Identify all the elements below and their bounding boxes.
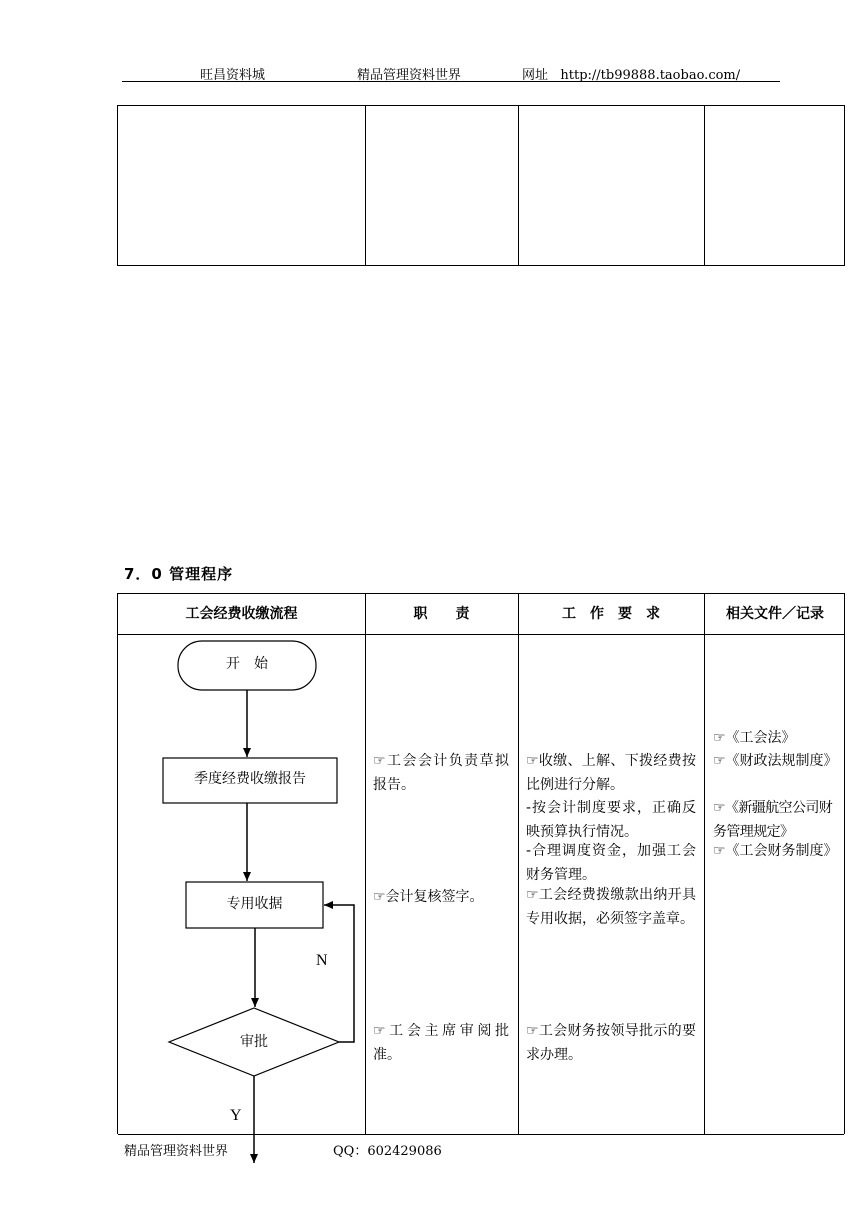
requirement-text: ☞工会经费拨缴款出纳开具专用收据，必须签字盖章。 [526, 887, 696, 927]
duty-text: ☞工会会计负责草拟报告。 [373, 753, 509, 793]
document-text: ☞《工会法》 [713, 730, 796, 746]
flow-step-quarterly-report: 季度经费收缴报告 [194, 771, 306, 787]
flow-step-receipt: 专用收据 [226, 896, 283, 912]
column-header-requirements: 工 作 要 求 [562, 606, 660, 622]
header-website-text: 网址 http://tb99888.taobao.com/ [522, 68, 741, 83]
footer-left-text: 精品管理资料世界 [124, 1144, 229, 1159]
column-header-documents: 相关文件／记录 [726, 606, 824, 622]
flow-yes-label: Y [230, 1107, 242, 1124]
flow-no-label: N [316, 952, 328, 969]
requirement-text: -按会计制度要求，正确反映预算执行情况。 [526, 800, 696, 840]
flow-start: 开 始 [226, 656, 268, 672]
duty-text: ☞工会主席审阅批准。 [373, 1023, 509, 1063]
header-center-text: 精品管理资料世界 [357, 68, 462, 83]
footer-qq-text: QQ：602429086 [333, 1144, 442, 1159]
requirement-text: ☞收缴、上解、下拨经费按比例进行分解。 [526, 753, 696, 793]
requirement-text: ☞工会财务按领导批示的要求办理。 [526, 1023, 696, 1063]
section-title: 7．0 管理程序 [124, 565, 234, 583]
flow-feedback-arrow [324, 905, 354, 1042]
header-left-text: 旺昌资料城 [200, 68, 266, 83]
document-text: ☞《工会财务制度》 [713, 843, 838, 859]
column-header-flow: 工会经费收缴流程 [185, 606, 298, 622]
column-header-duty: 职 责 [413, 606, 470, 622]
document-text: ☞《财政法规制度》 [713, 753, 838, 769]
document-text: ☞《新疆航空公司财务管理规定》 [713, 800, 833, 840]
flow-decision-approval: 审批 [240, 1034, 268, 1050]
requirement-text: -合理调度资金，加强工会财务管理。 [526, 843, 696, 883]
duty-text: ☞会计复核签字。 [373, 889, 484, 905]
